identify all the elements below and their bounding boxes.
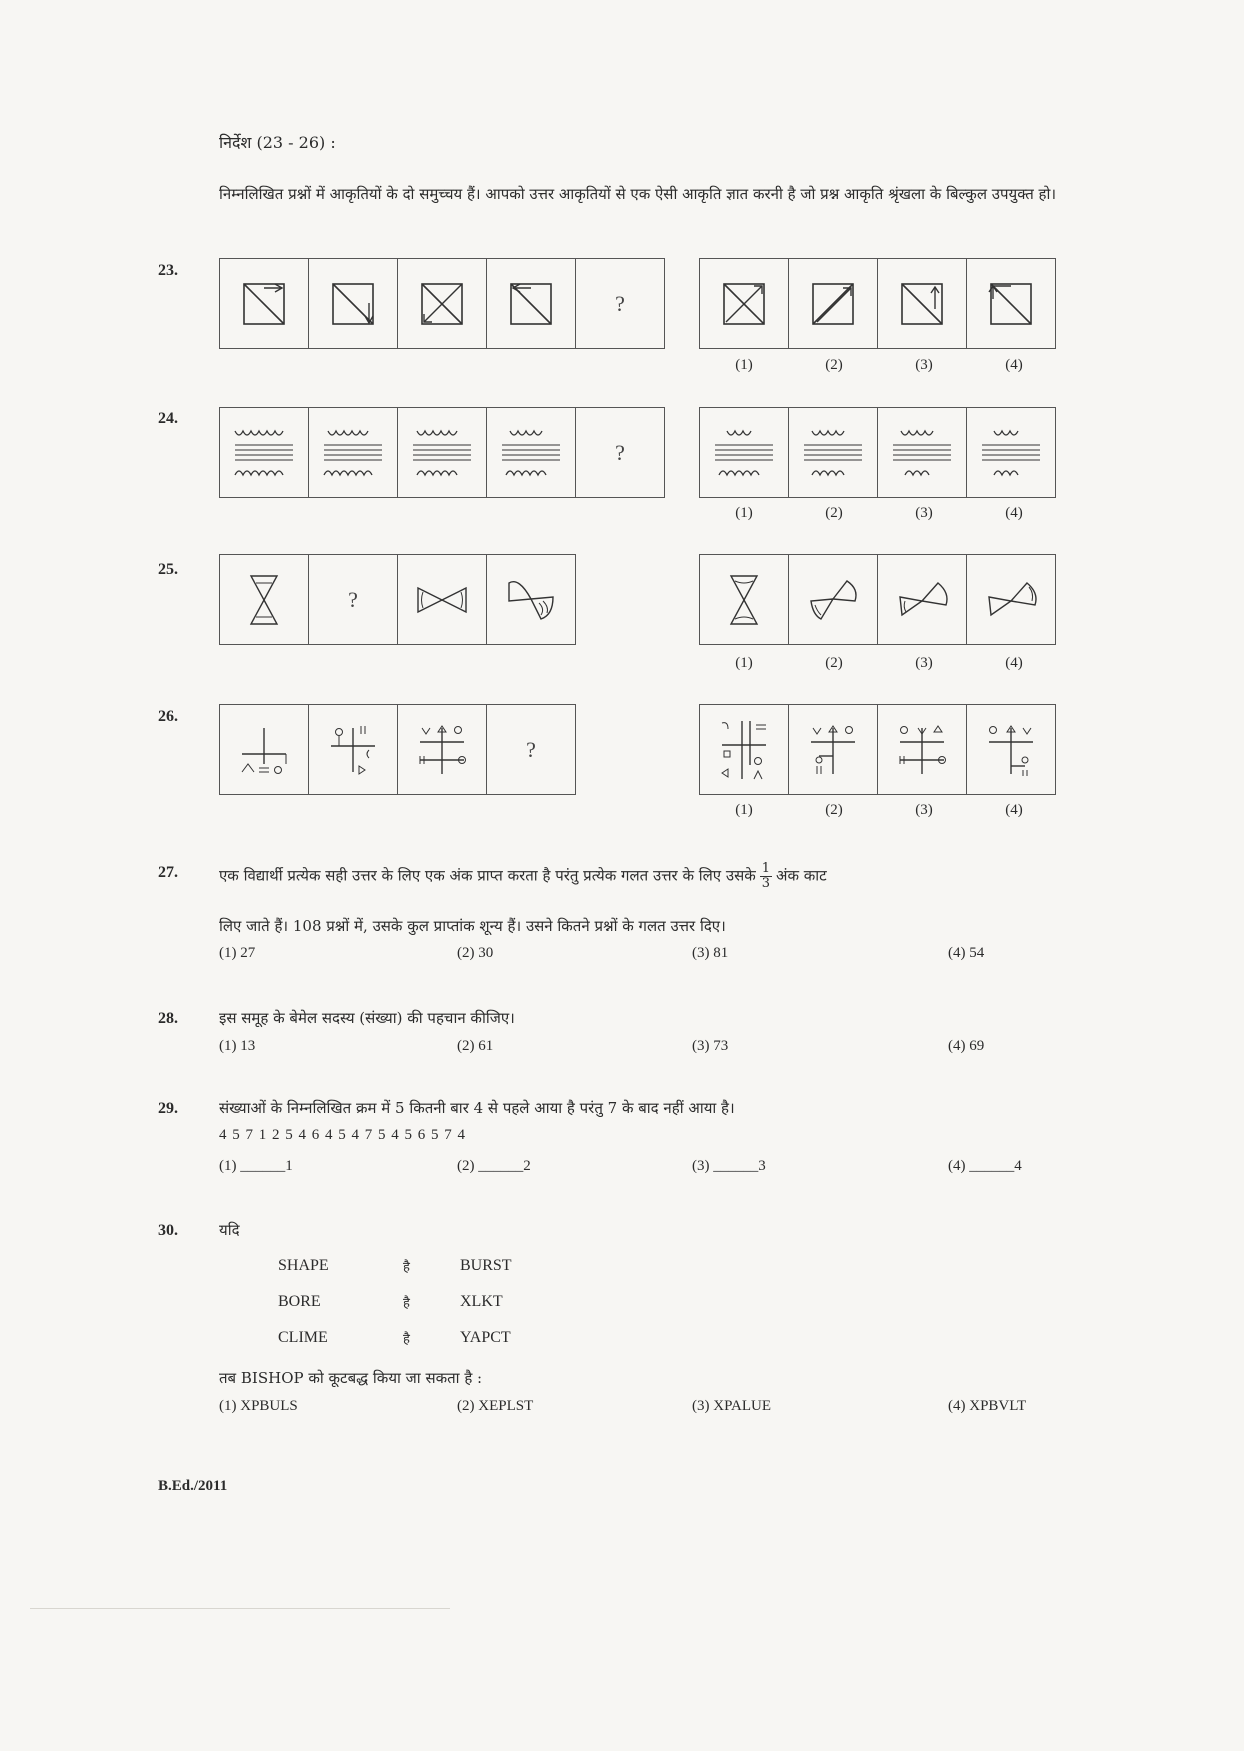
code-pair-row — [278, 1284, 512, 1320]
fraction-numerator: 1 — [761, 861, 771, 876]
answer-option-3[interactable] — [878, 555, 967, 644]
question-number: 26. — [158, 708, 178, 725]
answer-option-2[interactable] — [789, 259, 878, 348]
figure-box — [398, 705, 487, 794]
figure-box — [309, 705, 398, 794]
answer-option[interactable]: (3) 73 — [692, 1038, 729, 1054]
answer-option-4[interactable] — [967, 705, 1055, 794]
pair-verb: है — [403, 1260, 410, 1275]
coded-word: BURST — [460, 1257, 512, 1274]
problem-figures-26 — [219, 704, 576, 795]
directions-text: निम्नलिखित प्रश्नों में आकृतियों के दो समुच्चय हैं। आपको उत्तर आकृतियों से एक ऐसी आकृति ज्ञात करनी है जो प्रश्न आकृति श्रृंखला के बिल्कुल उपयुक्त हो। — [219, 185, 1057, 203]
option-label: (3) — [915, 655, 933, 671]
question-figure-box — [487, 705, 575, 794]
answer-options — [219, 1158, 1186, 1175]
answer-option[interactable]: (1) XPBULS — [219, 1398, 298, 1414]
code-pair-row — [278, 1248, 512, 1284]
option-label: (1) — [735, 505, 753, 521]
option-label: (2) — [825, 802, 843, 818]
option-labels-25 — [699, 655, 1059, 672]
answer-option[interactable]: (2) 30 — [457, 945, 494, 961]
question-text: संख्याओं के निम्नलिखित क्रम में 5 कितनी बार 4 से पहले आया है परंतु 7 के बाद नहीं आया है। — [219, 1099, 735, 1117]
plain-word: CLIME — [278, 1329, 328, 1346]
option-label: (2) — [825, 505, 843, 521]
figure-box — [487, 408, 576, 497]
question-figure-box — [309, 555, 398, 644]
fraction-denominator: 3 — [761, 876, 771, 891]
question-figure-box — [576, 259, 664, 348]
coded-word: YAPCT — [460, 1329, 511, 1346]
answer-figures-24 — [699, 407, 1056, 498]
answer-option-3[interactable] — [878, 705, 967, 794]
answer-option-3[interactable] — [878, 408, 967, 497]
question-number: 29. — [158, 1100, 178, 1117]
answer-option[interactable]: (4) 54 — [948, 945, 985, 961]
answer-option[interactable]: (3) 81 — [692, 945, 729, 961]
question-mark: ? — [526, 736, 536, 762]
option-label: (2) — [825, 357, 843, 373]
option-labels-24 — [699, 505, 1059, 522]
question-intro: यदि — [219, 1221, 240, 1239]
fraction — [760, 862, 772, 891]
option-label: (1) — [735, 655, 753, 671]
answer-option[interactable]: (2) ______2 — [457, 1158, 531, 1174]
answer-option-2[interactable] — [789, 555, 878, 644]
answer-option-4[interactable] — [967, 408, 1055, 497]
number-sequence: 4 5 7 1 2 5 4 6 4 5 4 7 5 4 5 6 5 7 4 — [219, 1127, 466, 1143]
option-label: (2) — [825, 655, 843, 671]
question-text-part: एक विद्यार्थी प्रत्येक सही उत्तर के लिए एक अंक प्राप्त करता है परंतु प्रत्येक गलत उत्तर के लिए उसके — [219, 866, 756, 885]
code-pair-row — [278, 1320, 512, 1356]
answer-option-4[interactable] — [967, 555, 1055, 644]
question-number: 24. — [158, 410, 178, 427]
answer-figures-25 — [699, 554, 1056, 645]
option-label: (1) — [735, 357, 753, 373]
problem-figures-25 — [219, 554, 576, 645]
question-text: तब BISHOP को कूटबद्ध किया जा सकता है : — [219, 1369, 483, 1387]
option-label: (4) — [1005, 505, 1023, 521]
question-mark: ? — [615, 290, 625, 316]
question-mark: ? — [615, 439, 625, 465]
answer-options — [219, 945, 1186, 962]
figure-box — [309, 259, 398, 348]
answer-option[interactable]: (4) ______4 — [948, 1158, 1022, 1174]
question-number: 28. — [158, 1010, 178, 1027]
option-label: (1) — [735, 802, 753, 818]
answer-option-1[interactable] — [700, 705, 789, 794]
answer-option-2[interactable] — [789, 408, 878, 497]
option-labels-26 — [699, 802, 1059, 819]
pair-verb: है — [403, 1296, 410, 1311]
question-text: इस समूह के बेमेल सदस्य (संख्या) की पहचान कीजिए। — [219, 1009, 515, 1027]
figure-box — [398, 408, 487, 497]
question-text — [219, 862, 1209, 891]
question-text-part: अंक काट — [776, 866, 827, 885]
question-figure-box — [576, 408, 664, 497]
answer-option[interactable]: (1) 27 — [219, 945, 256, 961]
answer-option[interactable]: (2) XEPLST — [457, 1398, 534, 1414]
figure-box — [398, 259, 487, 348]
answer-option[interactable]: (2) 61 — [457, 1038, 494, 1054]
answer-option[interactable]: (4) XPBVLT — [948, 1398, 1027, 1414]
question-mark: ? — [348, 586, 358, 612]
question-number: 27. — [158, 864, 178, 881]
figure-box — [309, 408, 398, 497]
figure-box — [220, 555, 309, 644]
answer-option[interactable]: (1) 13 — [219, 1038, 256, 1054]
answer-figures-26 — [699, 704, 1056, 795]
question-number: 25. — [158, 561, 178, 578]
option-label: (3) — [915, 802, 933, 818]
question-text-line: लिए जाते हैं। 108 प्रश्नों में, उसके कुल प्राप्तांक शून्य हैं। उसने कितने प्रश्नों के गलत उत्तर दिए। — [219, 917, 726, 935]
figure-box — [398, 555, 487, 644]
answer-figures-23 — [699, 258, 1056, 349]
option-label: (3) — [915, 357, 933, 373]
coded-word: XLKT — [460, 1293, 503, 1310]
figure-box — [220, 259, 309, 348]
pair-verb: है — [403, 1332, 410, 1347]
option-label: (3) — [915, 505, 933, 521]
answer-option[interactable]: (1) ______1 — [219, 1158, 293, 1174]
answer-option-2[interactable] — [789, 705, 878, 794]
problem-figures-24 — [219, 407, 665, 498]
answer-option-1[interactable] — [700, 408, 789, 497]
figure-box — [220, 705, 309, 794]
question-number: 23. — [158, 262, 178, 279]
directions-title: निर्देश (23 - 26) : — [219, 133, 336, 152]
answer-option[interactable]: (4) 69 — [948, 1038, 985, 1054]
option-label: (4) — [1005, 802, 1023, 818]
figure-box — [487, 259, 576, 348]
option-label: (4) — [1005, 357, 1023, 373]
answer-options — [219, 1398, 1186, 1415]
answer-option-1[interactable] — [700, 555, 789, 644]
option-label: (4) — [1005, 655, 1023, 671]
plain-word: SHAPE — [278, 1257, 329, 1274]
divider — [30, 1608, 450, 1609]
question-number: 30. — [158, 1222, 178, 1239]
figure-box — [220, 408, 309, 497]
answer-option-3[interactable] — [878, 259, 967, 348]
answer-options — [219, 1038, 1186, 1055]
figure-box — [487, 555, 575, 644]
answer-option[interactable]: (3) ______3 — [692, 1158, 766, 1174]
problem-figures-23 — [219, 258, 665, 349]
code-pairs — [278, 1248, 512, 1356]
option-labels-23 — [699, 357, 1059, 374]
answer-option[interactable]: (3) XPALUE — [692, 1398, 772, 1414]
answer-option-4[interactable] — [967, 259, 1055, 348]
answer-option-1[interactable] — [700, 259, 789, 348]
plain-word: BORE — [278, 1293, 321, 1310]
page-footer: B.Ed./2011 — [158, 1478, 228, 1494]
